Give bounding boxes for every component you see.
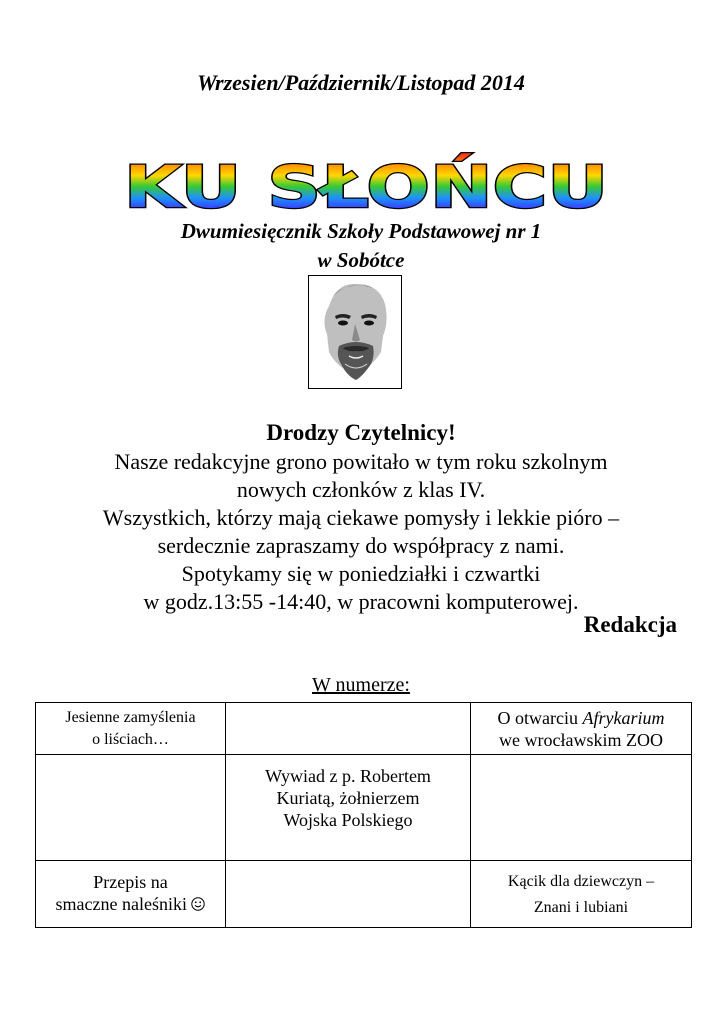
toc-entry-line: Wojska Polskiego — [283, 810, 413, 830]
portrait-image — [308, 275, 402, 389]
subtitle-line-2: w Sobótce — [317, 248, 405, 272]
toc-cell-empty — [226, 703, 471, 755]
table-row — [36, 703, 692, 755]
toc-cell-empty — [471, 755, 692, 861]
toc-entry-line — [40, 893, 221, 915]
toc-cell — [471, 861, 692, 928]
letter-line: Nasze redakcyjne grono powitało w tym roku szkolnym — [114, 449, 608, 474]
toc-cell — [36, 861, 226, 928]
toc-entry-line: Jesienne zamyślenia — [65, 709, 196, 726]
smiley-icon — [191, 897, 205, 911]
letter-greeting: Drodzy Czytelnicy! — [266, 420, 456, 445]
masthead-text: KU SŁOŃCU — [124, 153, 500, 218]
letter-signature: Redakcja — [583, 612, 677, 637]
masthead-title — [120, 150, 612, 218]
table-row — [36, 755, 692, 861]
toc-entry-line: Znani i lubiani — [533, 899, 629, 916]
toc-cell-empty — [36, 755, 226, 861]
subtitle — [0, 217, 722, 275]
toc-cell — [36, 703, 226, 755]
letter-line: nowych członków z klas IV. — [236, 477, 486, 502]
letter-line: Spotykamy się w poniedziałki i czwartki — [181, 561, 541, 586]
issue-date: Wrzesien/Październik/Listopad 2014 — [197, 70, 525, 95]
toc-entry-line — [475, 707, 687, 729]
toc-entry-line: we wrocławskim ZOO — [499, 730, 663, 750]
letter-line: serdecznie zapraszamy do współpracy z nami. — [157, 533, 565, 558]
toc-entry-text: O otwarciu — [497, 708, 583, 728]
toc-entry-italic: Afrykarium — [582, 708, 665, 728]
toc-cell — [471, 703, 692, 755]
portrait-drawing — [309, 276, 401, 388]
toc-entry-line: Przepis na — [93, 872, 168, 892]
toc-entry-line: Wywiad z p. Robertem — [265, 766, 431, 786]
toc-table — [35, 702, 692, 928]
toc-entry-line: Kącik dla dziewczyn – — [507, 873, 655, 890]
toc-cell — [226, 755, 471, 861]
letter-body — [0, 448, 722, 616]
toc-entry-text: smaczne naleśniki — [55, 894, 187, 914]
subtitle-line-1: Dwumiesięcznik Szkoły Podstawowej nr 1 — [180, 219, 542, 243]
table-row — [36, 861, 692, 928]
toc-heading — [0, 674, 722, 697]
letter-line: Wszystkich, którzy mają ciekawe pomysły i lekkie pióro – — [102, 505, 620, 530]
letter-line: w godz.13:55 -14:40, w pracowni komputerowej. — [143, 589, 579, 614]
toc-cell-empty — [226, 861, 471, 928]
toc-entry-line: Kuriatą, żołnierzem — [276, 788, 420, 808]
toc-heading-text: W numerze: — [312, 674, 410, 696]
toc-entry-line: o liściach… — [92, 731, 169, 748]
